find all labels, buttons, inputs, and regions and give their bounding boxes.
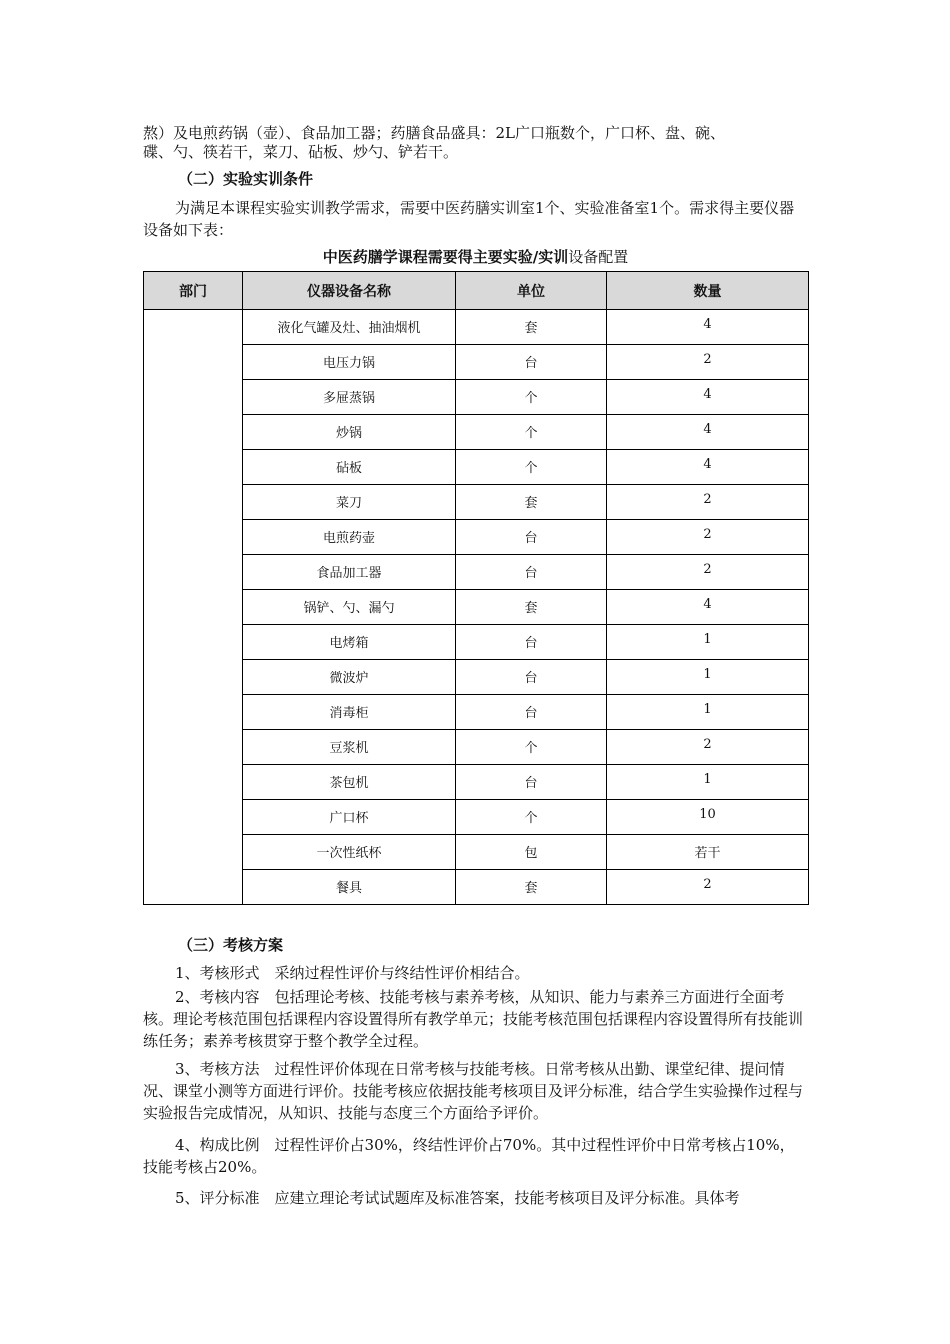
cell-qty: 1 [607,660,809,695]
cell-qty: 1 [607,625,809,660]
cell-dept [144,870,243,905]
cell-unit: 个 [456,730,607,765]
cell-name: 消毒柜 [243,695,456,730]
cell-dept [144,520,243,555]
cell-dept [144,835,243,870]
intro-line-2: 碟、勺、筷若干，菜刀、砧板、炒勺、铲若干。 [143,143,459,161]
cell-qty: 10 [607,800,809,835]
table-row [144,555,809,590]
cell-unit: 个 [456,415,607,450]
cell-qty: 4 [607,590,809,625]
cell-name: 微波炉 [243,660,456,695]
cell-unit: 套 [456,310,607,345]
cell-name: 液化气罐及灶、抽油烟机 [243,310,456,345]
table-row [144,800,809,835]
cell-qty: 2 [607,345,809,380]
table-row [144,380,809,415]
table-body [144,310,809,905]
equipment-table [143,271,809,905]
cell-unit: 套 [456,590,607,625]
cell-dept [144,555,243,590]
header-dept: 部门 [144,272,243,310]
table-row [144,310,809,345]
table-row [144,870,809,905]
table-row [144,660,809,695]
cell-dept [144,310,243,345]
cell-name: 电烤箱 [243,625,456,660]
cell-dept [144,695,243,730]
cell-qty: 2 [607,870,809,905]
section-2-heading: （二）实验实训条件 [178,170,314,188]
table-row [144,415,809,450]
table-row [144,625,809,660]
cell-unit: 包 [456,835,607,870]
cell-unit: 个 [456,450,607,485]
cell-dept [144,800,243,835]
cell-qty: 1 [607,765,809,800]
cell-unit: 套 [456,870,607,905]
table-caption-bold: 中医药膳学课程需要得主要实验/实训 [322,248,569,266]
cell-name: 豆浆机 [243,730,456,765]
cell-qty: 2 [607,555,809,590]
table-caption-rest: 设备配置 [568,248,629,266]
intro-line-1: 熬）及电煎药锅（壶）、食品加工器；药膳食品盛具：2L广口瓶数个，广口杯、盘、碗、 [143,124,726,142]
cell-name: 广口杯 [243,800,456,835]
cell-qty: 4 [607,310,809,345]
cell-qty: 2 [607,485,809,520]
table-row [144,450,809,485]
table-row [144,590,809,625]
cell-name: 食品加工器 [243,555,456,590]
cell-name: 餐具 [243,870,456,905]
cell-dept [144,625,243,660]
cell-name: 炒锅 [243,415,456,450]
cell-name: 电压力锅 [243,345,456,380]
table-row [144,695,809,730]
assessment-item-1: 1、考核形式 采纳过程性评价与终结性评价相结合。 [175,964,530,982]
table-row [144,345,809,380]
cell-unit: 台 [456,625,607,660]
cell-unit: 个 [456,380,607,415]
table-caption [143,246,808,267]
cell-unit: 套 [456,485,607,520]
assessment-item-2: 2、考核内容 包括理论考核、技能考核与素养考核，从知识、能力与素养三方面进行全面考核。理论考核范围包括课程内容设置得所有教学单元；技能考核范围包括课程内容设置得所有技能训练任务；素养考核贯穿于整个教学全过程。 [143,988,804,1050]
table-row [144,765,809,800]
cell-unit: 台 [456,345,607,380]
cell-qty: 4 [607,380,809,415]
cell-unit: 台 [456,555,607,590]
cell-dept [144,730,243,765]
assessment-item-5: 5、评分标准 应建立理论考试试题库及标准答案，技能考核项目及评分标准。具体考 [175,1189,740,1207]
cell-unit: 台 [456,695,607,730]
cell-name: 一次性纸杯 [243,835,456,870]
table-row [144,835,809,870]
cell-unit: 台 [456,765,607,800]
header-name: 仪器设备名称 [243,272,456,310]
cell-name: 锅铲、勺、漏勺 [243,590,456,625]
assessment-item-4: 4、构成比例 过程性评价占30%，终结性评价占70%。其中过程性评价中日常考核占10%，技能考核占20%。 [143,1136,795,1176]
assessment-item-3: 3、考核方法 过程性评价体现在日常考核与技能考核。日常考核从出勤、课堂纪律、提问情况、课堂小测等方面进行评价。技能考核应依据技能考核项目及评分标准，结合学生实验操作过程与实验报告完成情况，从知识、技能与态度三个方面给予评价。 [143,1060,804,1122]
table-header-row [144,272,809,310]
cell-name: 多屉蒸锅 [243,380,456,415]
header-qty: 数量 [607,272,809,310]
cell-name: 砧板 [243,450,456,485]
header-unit: 单位 [456,272,607,310]
cell-qty: 若干 [607,835,809,870]
cell-qty: 1 [607,695,809,730]
cell-dept [144,485,243,520]
cell-dept [144,345,243,380]
cell-dept [144,590,243,625]
cell-qty: 2 [607,520,809,555]
cell-qty: 4 [607,415,809,450]
section-2-paragraph: 为满足本课程实验实训教学需求，需要中医药膳实训室1个、实验准备室1个。需求得主要仪器设备如下表： [143,199,795,239]
cell-unit: 台 [456,520,607,555]
cell-dept [144,765,243,800]
cell-dept [144,380,243,415]
cell-dept [144,415,243,450]
table-row [144,485,809,520]
cell-unit: 个 [456,800,607,835]
table-row [144,520,809,555]
cell-name: 菜刀 [243,485,456,520]
cell-unit: 台 [456,660,607,695]
cell-qty: 2 [607,730,809,765]
cell-name: 茶包机 [243,765,456,800]
section-3-heading: （三）考核方案 [178,936,284,954]
cell-dept [144,450,243,485]
cell-dept [144,660,243,695]
cell-qty: 4 [607,450,809,485]
cell-name: 电煎药壶 [243,520,456,555]
table-row [144,730,809,765]
